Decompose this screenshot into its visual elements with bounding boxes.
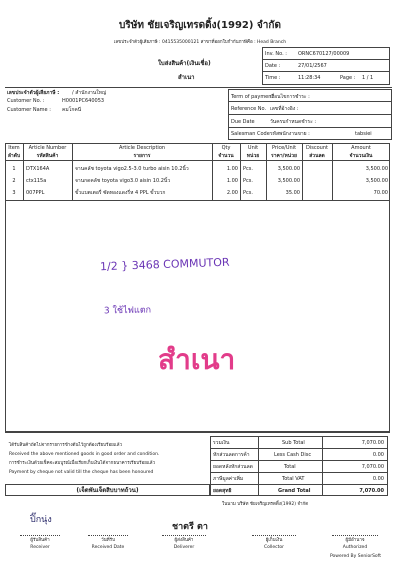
row-price: 35.00 [285,190,300,196]
reference-value: เลขที่อ้างอิง : [270,106,299,112]
row-amount: 70.00 [373,190,388,196]
row-price: 3,500.00 [277,178,300,184]
term-label: Term of payment [231,94,274,100]
total-th: ยอดหลังหักส่วนลด [213,464,253,470]
col-qty-th: จำนวน [218,153,234,159]
row-qty: 1.00 [226,178,238,184]
collector-en: Collector [263,545,284,550]
col-item: Item [8,145,20,151]
note-cheque-en: Payment by cheque not valid till the cheque has been honoured [9,470,154,475]
row-description: จานคลัช toyota vigo2.5-3.0 turbo aisin 10.2นิ้ว [75,166,189,172]
col-unit-th: หน่วย [246,153,260,159]
row-amount: 3,500.00 [365,178,388,184]
inv-no-label: Inv. No. : [265,51,287,57]
date-label: Date : [265,63,281,69]
col-discount-th: ส่วนลด [309,153,325,159]
row-qty: 1.00 [226,166,238,172]
row-amount: 3,500.00 [365,166,388,172]
powered-by: Powered By SeniorSoft [330,554,381,559]
customer-no-label: Customer No. : [7,98,45,104]
col-article-number: Article Number [28,145,67,151]
reference-label: Reference No. [231,106,267,112]
row-code: DTX164A [26,166,50,172]
row-price: 3,500.00 [277,166,300,172]
page-value: 1 / 1 [362,75,374,81]
taxid-label: เลขประจำตัวผู้เสียภาษี : [7,90,60,96]
grand-total-th: ยอดสุทธิ [213,488,232,494]
customer-no: H0001PC640053 [62,98,105,104]
row-item: 2 [12,178,16,184]
company-name: บริษัท ชัยเจริญเทรดดิ้ง(1992) จำกัด [119,20,281,31]
discount-th: หักส่วนลดการค้า [213,452,250,458]
row-description: ขั้วแบตเตอรี่ ซัดทองแดงรี่ห 4 PPL ขั้วบวก [75,190,166,196]
vat-en: Total VAT [282,476,305,482]
discount-value: 0.00 [372,452,384,458]
due-date-label: Due Date [231,119,255,125]
row-code: ctx115a [26,178,47,184]
customer-name-label: Customer Name : [7,107,51,113]
salesman-code: tabsiei [355,131,372,137]
subtotal-th: รวมเงิน [213,440,230,446]
row-item: 3 [12,190,16,196]
authorized-en: Authorized [342,545,368,550]
tax-id-line: เลขประจำตัวผู้เสียภาษี : 0415535000121 สาขาที่ออกใบกำกับภาษีคือ : Head Branch [113,40,287,45]
page-label: Page : [340,75,356,81]
handwritten-note-1: 1/2 } 3468 COMMUTOR [99,255,230,274]
deliverer-signature: ชาตรี ตา [172,522,208,532]
col-description-th: รายการ [133,153,151,159]
note-received-th: ได้รับสินค้าถัดไปจากรายการข้างต้นไว้ถูกต้องเรียบร้อยแล้ว [9,443,122,448]
receiver-th: ผู้รับสินค้า [30,538,50,543]
receiver-signature: ปิ๊กนุ่ง [30,515,52,525]
row-description: จานกดคลัช toyota vigo3.0 aisin 10.2นิ้ว [75,178,171,184]
salesman-value: รหัสพนักงานขาย : [270,131,310,137]
grand-total-value: 7,070.00 [359,488,384,494]
handwritten-note-2: 3 ใช้ไฟแตก [103,305,152,317]
vat-value: 0.00 [372,476,384,482]
row-unit: Pcs. [243,190,253,196]
col-unit: Unit [247,145,259,151]
row-item: 1 [12,166,16,172]
total-en: Total [284,464,296,470]
received-date-th: วันที่รับ [101,538,115,543]
time-value: 11:28:34 [298,75,321,81]
col-qty: Qty [221,145,231,151]
customer-branch: / สำนักงานใหญ่ [72,90,107,96]
deliverer-en: Deliverer [173,545,195,550]
col-article-number-th: รหัสสินค้า [36,153,59,159]
row-code: 007PPL [26,190,45,196]
col-amount-th: จำนวนเงิน [349,153,373,159]
received-date-en: Received Date [91,545,125,550]
doc-title: ใบส่งสินค้า(เงินเชื่อ) [158,60,211,67]
subtotal-value: 7,070.00 [361,440,384,446]
col-description: Article Description [118,145,166,151]
term-value: เงื่อนไขการชำระ : [270,94,310,100]
copy-stamp: สำเนา [158,343,236,376]
salesman-label: Salesman Code [231,131,270,137]
col-amount: Amount [351,145,371,151]
note-cheque-th: การชำระเงินด้วยเช็คจะสมบูรณ์เมื่อเรียกเก็บเงินได้จากธนาคารเรียบร้อยแล้ว [9,461,156,466]
col-discount: Discount [306,145,328,151]
col-price-th: ราคา/หน่วย [271,153,297,159]
discount-en: Less Cash Disc [274,452,312,458]
receiver-en: Receiver [30,545,50,550]
note-received-en: Received the above mentioned goods in good order and condition. [9,452,160,457]
grand-total-en: Grand Total [278,488,311,494]
doc-subtitle: สำเนา [178,74,195,81]
time-label: Time : [265,75,281,81]
row-qty: 2.00 [226,190,238,196]
deliverer-th: ผู้ส่งสินค้า [174,538,194,543]
company-signature-line: ในนาม บริษัท ชัยเจริญเทรดดิ้ง(1992) จำกัด [222,502,309,507]
row-unit: Pcs. [243,178,253,184]
total-value: 7,070.00 [361,464,384,470]
amount-in-words: (เจ็ดพันเจ็ดสิบบาทถ้วน) [76,487,139,494]
inv-no: ORNC670127/00009 [298,51,350,57]
subtotal-en: Sub Total [282,440,305,446]
col-item-th: ลำดับ [7,153,21,159]
customer-name: คมโกคนี [62,107,82,113]
collector-th: ผู้เก็บเงิน [265,538,283,543]
due-date-value: วันครบกำหนดชำระ : [270,119,317,125]
col-price: Price/Unit [271,145,297,151]
date-value: 27/01/2567 [298,63,327,69]
vat-th: ภาษีมูลค่าเพิ่ม [213,476,244,482]
authorized-th: ผู้มีอำนาจ [345,538,365,543]
row-unit: Pcs. [243,166,253,172]
